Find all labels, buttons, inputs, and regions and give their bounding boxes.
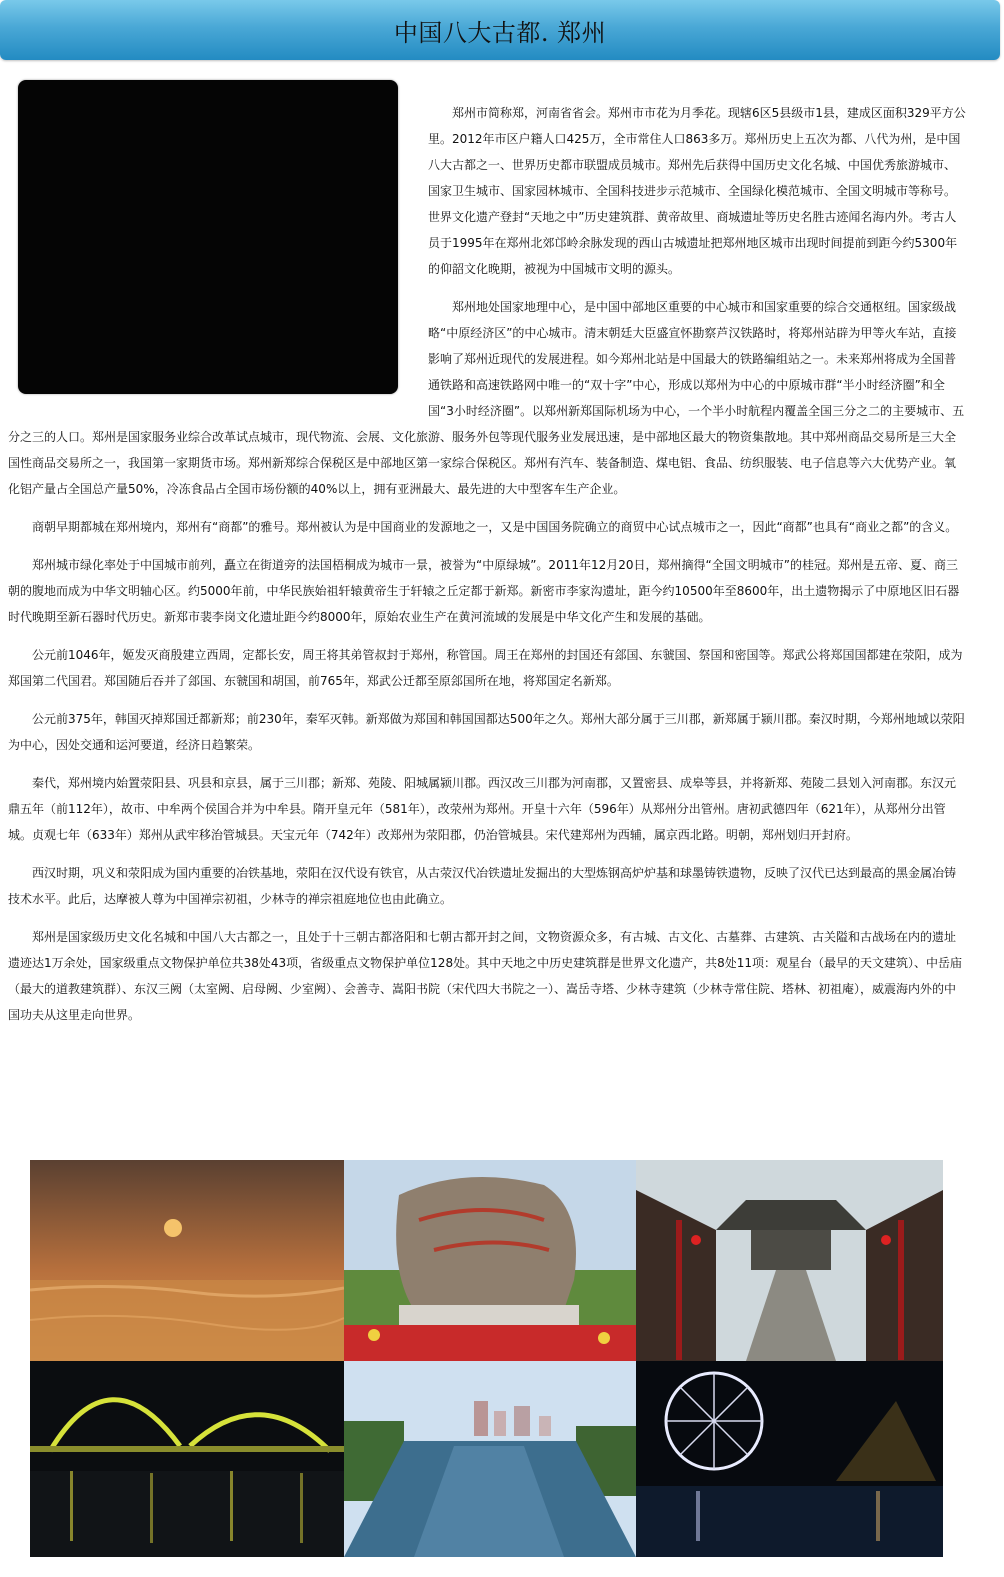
paragraph-2: 郑州地处国家地理中心，是中国中部地区重要的中心城市和国家重要的综合交通枢纽。国家级战略“中原经济区”的中心城市。清末朝廷大臣盛宣怀勘察芦汉铁路时，将郑州站辟为甲等火车站，直接影响了郑州近现代的发展进程。如今郑州北站是中国最大的铁路编组站之一。未来郑州将成为全国普通铁路和高速铁路网中唯一的“双十字”中心，形成以郑州为中心的中原城市群“半小时经济圈”和全国“3小时经济圈”。以郑州新郑国际机场为中心，一个半小时航程内覆盖全国三分之二的主要城市、五分之三的人口。郑州是国家服务业综合改革试点城市，现代物流、会展、文化旅游、服务外包等现代服务业发展迅速，是中部地区最大的物资集散地。其中郑州商品交易所是三大全国性商品交易所之一，我国第一家期货市场。郑州新郑综合保税区是中部地区第一家综合保税区。郑州有汽车、装备制造、煤电铝、食品、纺织服装、电子信息等六大优势产业。氧化铝产量占全国总产量50%，冷冻食品占全国市场份额的40%以上，拥有亚洲最大、最先进的大中型客车生产企业。	[8, 300, 965, 496]
photo-ferris-wheel[interactable]	[636, 1361, 943, 1557]
article-content	[0, 80, 1004, 1040]
photo-sunset-river[interactable]	[30, 1160, 344, 1361]
page-header	[0, 0, 1000, 60]
paragraph-7: 秦代，郑州境内始置荥阳县、巩县和京县，属于三川郡；新郑、苑陵、阳城属颍川郡。西汉改三川郡为河南郡，又置密县、成皋等县，并将新郑、苑陵二县划入河南郡。东汉元鼎五年（前112年），故市、中牟两个侯国合并为中牟县。隋开皇元年（581年），改荥州为郑州。开皇十六年（596年）从郑州分出管州。唐初武德四年（621年），从郑州分出管城。贞观七年（633年）郑州从武牢移治管城县。天宝元年（742年）改郑州为荥阳郡，仍治管城县。宋代建郑州为西辅，属京西北路。明朝，郑州划归开封府。	[8, 776, 957, 842]
photo-stone-monument[interactable]	[344, 1160, 636, 1361]
paragraph-9: 郑州是国家级历史文化名城和中国八大古都之一，且处于十三朝古都洛阳和七朝古都开封之间，文物资源众多，有古城、古文化、古墓葬、古建筑、古关隘和古战场在内的遗址遗迹达1万余处，国家级重点文物保护单位共38处43项，省级重点文物保护单位128处。其中天地之中历史建筑群是世界文化遗产，共8处11项：观星台（最早的天文建筑）、中岳庙（最大的道教建筑群）、东汉三阙（太室阙、启母阙、少室阙）、会善寺、嵩阳书院（宋代四大书院之一）、嵩岳寺塔、少林寺建筑（少林寺常住院、塔林、初祖庵），威震海内外的中国功夫从这里走向世界。	[8, 930, 962, 1022]
page-title: 中国八大古都. 郑州	[393, 18, 607, 47]
photo-city-river[interactable]	[344, 1361, 636, 1557]
photo-night-bridge[interactable]	[30, 1361, 344, 1557]
video-player[interactable]	[18, 80, 398, 394]
photo-gallery	[30, 1160, 945, 1557]
paragraph-8: 西汉时期，巩义和荥阳成为国内重要的冶铁基地，荥阳在汉代设有铁官，从古荥汉代冶铁遗址发掘出的大型炼钢高炉炉基和球墨铸铁遗物，反映了汉代已达到最高的黑金属冶铸技术水平。此后，达摩被人尊为中国禅宗初祖，少林寺的禅宗祖庭地位也由此确立。	[8, 866, 957, 906]
paragraph-5: 公元前1046年，姬发灭商殷建立西周，定都长安，周王将其弟管叔封于郑州，称管国。周王在郑州的封国还有郐国、东虢国、祭国和密国等。郑武公将郑国国都建在荥阳，成为郑国第二代国君。郑国随后吞并了郐国、东虢国和胡国，前765年，郑武公迁都至原郐国所在地，将郑国定名新郑。	[8, 648, 963, 688]
photo-courtyard[interactable]	[636, 1160, 943, 1361]
paragraph-3: 商朝早期都城在郑州境内，郑州有“商都”的雅号。郑州被认为是中国商业的发源地之一，又是中国国务院确立的商贸中心试点城市之一，因此“商都”也具有“商业之都”的含义。	[32, 520, 958, 534]
paragraph-6: 公元前375年，韩国灭掉郑国迁都新郑；前230年，秦军灭韩。新郑做为郑国和韩国国都达500年之久。郑州大部分属于三川郡，新郑属于颍川郡。秦汉时期，今郑州地域以荥阳为中心，因处交通和运河要道，经济日趋繁荣。	[8, 712, 965, 752]
paragraph-1: 郑州市简称郑，河南省省会。郑州市市花为月季花。现辖6区5县级市1县，建成区面积329平方公里。2012年市区户籍人口425万，全市常住人口863多万。郑州历史上五次为都、八代为州，是中国八大古都之一、世界历史都市联盟成员城市。郑州先后获得中国历史文化名城、中国优秀旅游城市、国家卫生城市、国家园林城市、全国科技进步示范城市、全国绿化模范城市、全国文明城市等称号。世界文化遗产登封“天地之中”历史建筑群、黄帝故里、商城遗址等历史名胜古迹闻名海内外。考古人员于1995年在郑州北郊邙岭余脉发现的西山古城遗址把郑州地区城市出现时间提前到距今约5300年的仰韶文化晚期，被视为中国城市文明的源头。	[428, 106, 966, 276]
paragraph-4: 郑州城市绿化率处于中国城市前列，矗立在街道旁的法国梧桐成为城市一景，被誉为“中原绿城”。2011年12月20日，郑州摘得“全国文明城市”的桂冠。郑州是五帝、夏、商三朝的腹地而成为中华文明轴心区。约5000年前，中华民族始祖轩辕黄帝生于轩辕之丘定都于新郑。新密市李家沟遗址，距今约10500年至8600年，出土遗物揭示了中原地区旧石器时代晚期至新石器时代历史。新郑市裴李岗文化遗址距今约8000年，原始农业生产在黄河流域的发展是中华文化产生和发展的基础。	[8, 558, 960, 624]
